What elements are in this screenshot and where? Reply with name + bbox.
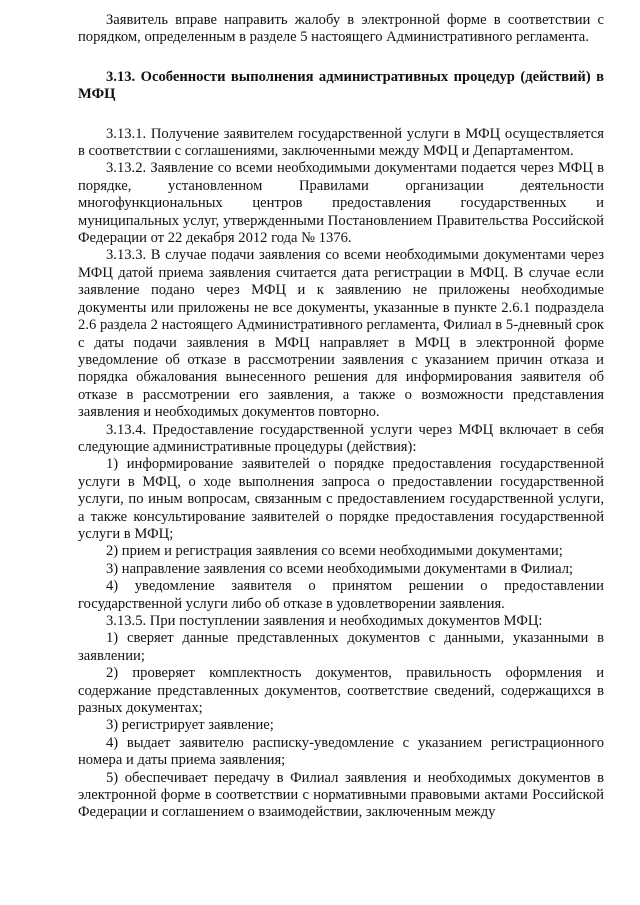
document-page [78,12,604,822]
list-item: 1) сверяет данные представленных документов с данными, указанными в заявлении; [78,630,604,664]
paragraph-3-13-1: 3.13.1. Получение заявителем государственной услуги в МФЦ осуществляется в соответствии с соглашениями, заключенными между МФЦ и Департаментом. [78,125,604,160]
paragraph-3-13-3: 3.13.3. В случае подачи заявления со всеми необходимыми документами через МФЦ датой приема заявления считается дата регистрации в МФЦ. В случае если заявление подано через МФЦ и к заявлению не приложены необходимые документы или приложены не все документы, указанные в пункте 2.6.1 подраздела 2.6 раздела 2 настоящего Административного регламента, Филиал в 5-дневный срок с даты подачи заявления в МФЦ направляет в МФЦ в электронной форме уведомление об отказе в рассмотрении заявления с указанием причин отказа и порядка обжалования вынесенного решения для информирования заявителя об отказе в рассмотрении его заявления, а также о возможности представления заявления и необходимых документов повторно. [78,247,604,421]
list-item: 3) направление заявления со всеми необходимыми документами в Филиал; [106,560,574,577]
intro-paragraph: Заявитель вправе направить жалобу в электронной форме в соответствии с порядком, определенным в разделе 5 настоящего Административного регламента. [78,12,604,46]
list-item: 4) уведомление заявителя о принятом решении о предоставлении государственной услуги либо об отказе в удовлетворении заявления. [78,578,604,612]
list-item: 5) обеспечивает передачу в Филиал заявления и необходимых документов в электронной форме в соответствии с нормативными правовыми актами Российской Федерации и соглашением о взаимодействии, заключенным между [78,769,604,821]
paragraph-3-13-5: 3.13.5. При поступлении заявления и необходимых документов МФЦ: [106,613,543,629]
list-item: 4) выдает заявителю расписку-уведомление с указанием регистрационного номера и даты приема заявления; [78,734,604,769]
list-item: 2) проверяет комплектность документов, правильность оформления и содержание представленных документов, соответствие сведений, содержащихся в разных документах; [78,665,604,717]
list-item: 1) информирование заявителей о порядке предоставления государственной услуги в МФЦ, о ходе выполнения запроса о предоставлении государственной услуги, по иным вопросам, связанным с предоставлением государственной услуги, а также консультирование заявителей о порядке предоставления государственной услуги в МФЦ; [78,456,604,542]
list-item: 2) прием и регистрация заявления со всеми необходимыми документами; [106,543,563,560]
paragraph-3-13-2: 3.13.2. Заявление со всеми необходимыми документами подается через МФЦ в порядке, установленном Правилами организации деятельности многофункциональных центров предоставления государственных и муниципальных услуг, утвержденными Постановлением Правительства Российской Федерации от 22 декабря 2012 года № 1376. [78,160,604,247]
paragraph-3-13-4: 3.13.4. Предоставление государственной услуги через МФЦ включает в себя следующие административные процедуры (действия): [78,421,604,455]
section-heading: 3.13. Особенности выполнения административных процедур (действий) в МФЦ [78,68,604,103]
list-item: 3) регистрирует заявление; [106,717,274,734]
spacer [78,47,604,69]
spacer [78,104,604,126]
